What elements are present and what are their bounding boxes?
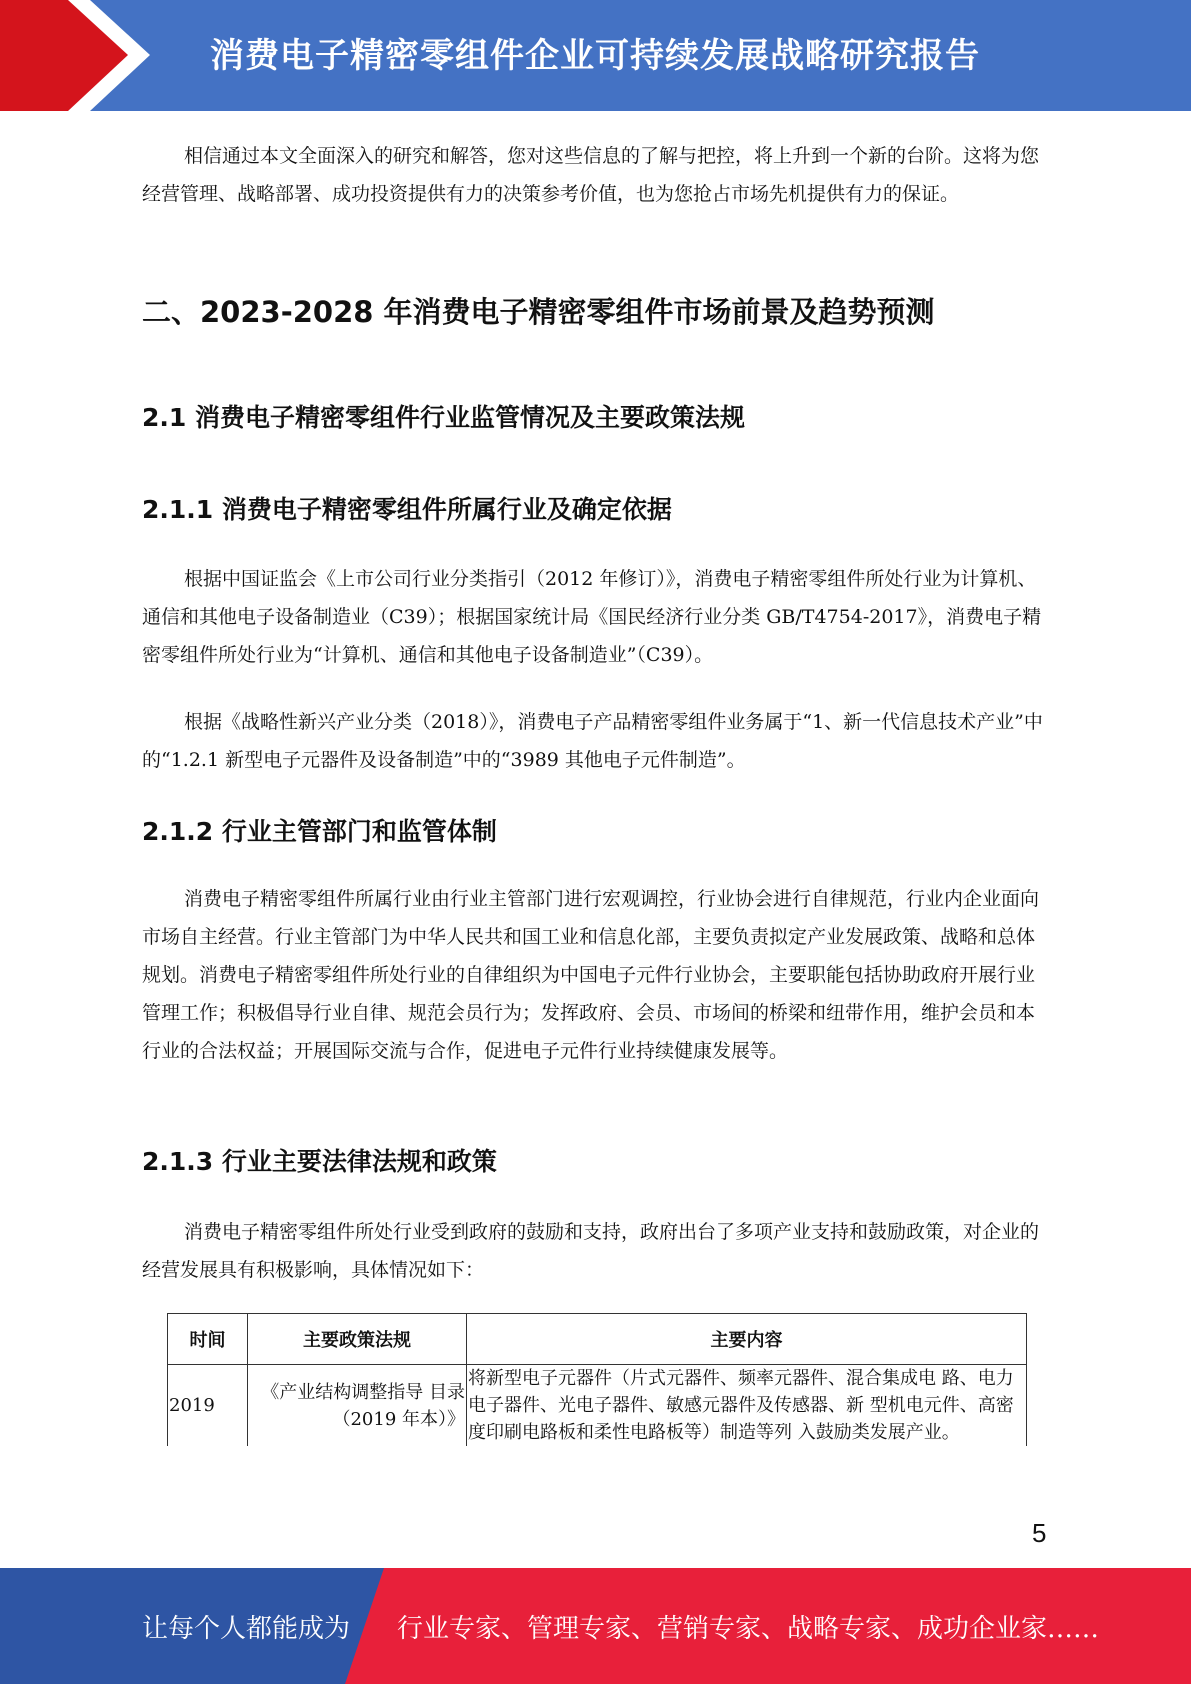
- column-header-year: 时间: [168, 1314, 248, 1365]
- paragraph-2-1-2: 消费电子精密零组件所属行业由行业主管部门进行宏观调控，行业协会进行自律规范，行业内企业面向市场自主经营。行业主管部门为中华人民共和国工业和信息化部，主要负责拟定产业发展政策、战略和总体规划。消费电子精密零组件所处行业的自律组织为中国电子元件行业协会，主要职能包括协助政府开展行业管理工作；积极倡导行业自律、规范会员行为；发挥政府、会员、市场间的桥梁和纽带作用，维护会员和本行业的合法权益；开展国际交流与合作，促进电子元件行业持续健康发展等。: [142, 888, 1040, 1062]
- paragraph-2-1-1-b: 根据《战略性新兴产业分类（2018）》，消费电子产品精密零组件业务属于“1、新一代信息技术产业”中的“1.2.1 新型电子元器件及设备制造”中的“3989 其他电子元件制造”。: [142, 711, 1043, 771]
- page-number: 5: [1032, 1518, 1047, 1548]
- column-header-content: 主要内容: [467, 1314, 1027, 1365]
- cell-year: 2019: [168, 1365, 248, 1447]
- table-header-row: [168, 1314, 1027, 1365]
- table-row: [168, 1365, 1027, 1447]
- footer-bar: [0, 1568, 1191, 1684]
- policy-table: [167, 1313, 1027, 1446]
- cell-content: 将新型电子元器件（片式元器件、频率元器件、混合集成电 路、电力电子器件、光电子器件、敏感元器件及传感器、新 型机电元件、高密度印刷电路板和柔性电路板等）制造等列 入鼓励类发展产业。: [467, 1365, 1027, 1447]
- intro-paragraph: 相信通过本文全面深入的研究和解答，您对这些信息的了解与把控，将上升到一个新的台阶。这将为您经营管理、战略部署、成功投资提供有力的决策参考价值，也为您抢占市场先机提供有力的保证。: [142, 145, 1040, 205]
- footer-slogan-left: 让每个人都能成为: [142, 1614, 351, 1644]
- paragraph-2-1-1-a: 根据中国证监会《上市公司行业分类指引（2012 年修订）》，消费电子精密零组件所处行业为计算机、通信和其他电子设备制造业（C39）；根据国家统计局《国民经济行业分类 GB/T4754-2017》，消费电子精密零组件所处行业为“计算机、通信和其他电子设备制造业”（C39）。: [142, 568, 1042, 666]
- report-title: 消费电子精密零组件企业可持续发展战略研究报告: [210, 36, 980, 76]
- footer-slogan-right: 行业专家、管理专家、营销专家、战略专家、成功企业家……: [397, 1614, 1100, 1644]
- paragraph-2-1-3: 消费电子精密零组件所处行业受到政府的鼓励和支持，政府出台了多项产业支持和鼓励政策，对企业的经营发展具有积极影响，具体情况如下：: [142, 1221, 1040, 1281]
- heading-2-1-2: 2.1.2 行业主管部门和监管体制: [142, 817, 497, 846]
- section-title: 二、2023-2028 年消费电子精密零组件市场前景及趋势预测: [142, 295, 935, 329]
- cell-policy: 《产业结构调整指导 目录（2019 年本）》: [248, 1365, 467, 1447]
- column-header-policy: 主要政策法规: [248, 1314, 467, 1365]
- heading-2-1-3: 2.1.3 行业主要法律法规和政策: [142, 1147, 497, 1176]
- heading-2-1-1: 2.1.1 消费电子精密零组件所属行业及确定依据: [142, 495, 672, 524]
- subsection-title: 2.1 消费电子精密零组件行业监管情况及主要政策法规: [142, 403, 745, 432]
- header-bar: [0, 0, 1191, 111]
